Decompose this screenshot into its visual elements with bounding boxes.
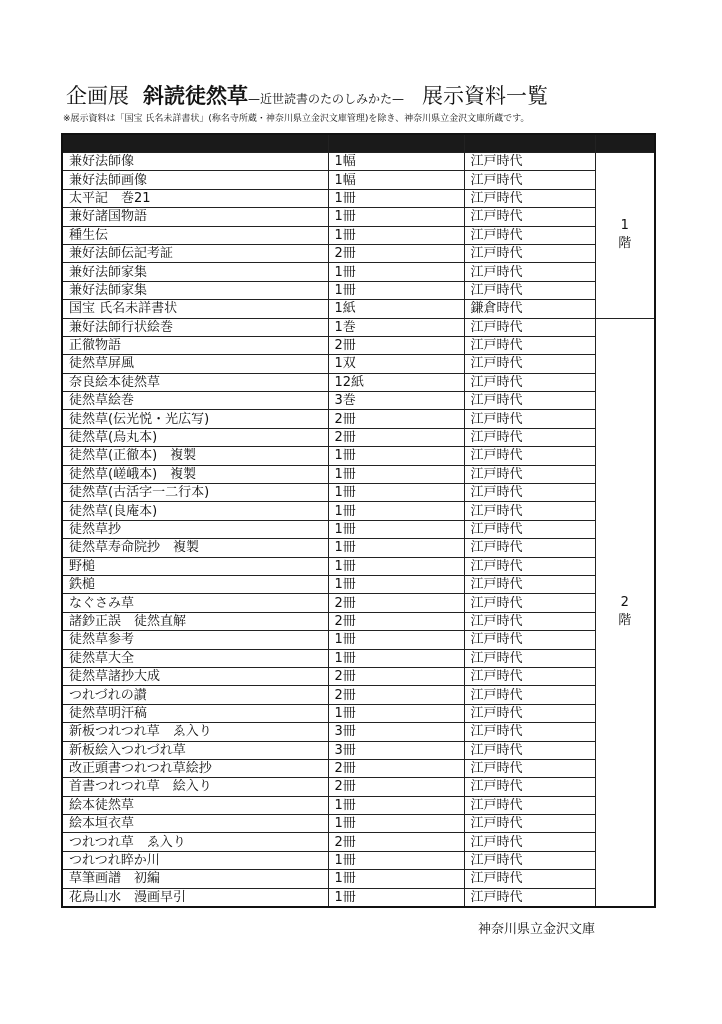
table-row <box>62 281 655 299</box>
table-body <box>62 153 655 908</box>
title-work: 斜読徒然草 <box>143 84 248 108</box>
table-row <box>62 594 655 612</box>
cell-qty: 1冊 <box>328 815 464 833</box>
cell-qty: 1冊 <box>328 447 464 465</box>
cell-name: 兼好法師画像 <box>62 171 328 189</box>
cell-qty: 2冊 <box>328 336 464 354</box>
cell-qty: 1冊 <box>328 557 464 575</box>
cell-era: 江戸時代 <box>464 392 595 410</box>
cell-name: 徒然草参考 <box>62 631 328 649</box>
cell-name: 徒然草(伝光悦・光広写) <box>62 410 328 428</box>
cell-name: 兼好諸国物語 <box>62 208 328 226</box>
cell-qty: 1双 <box>328 355 464 373</box>
table-row <box>62 520 655 538</box>
exhibit-note: ※展示資料は「国宝 氏名未詳書状」(称名寺所蔵・神奈川県立金沢文庫管理)を除き、神奈川県立金沢文庫所蔵です。 <box>63 114 530 124</box>
cell-name: 徒然草明汗稿 <box>62 704 328 722</box>
cell-qty: 2冊 <box>328 612 464 630</box>
cell-qty: 2冊 <box>328 594 464 612</box>
cell-era: 江戸時代 <box>464 244 595 262</box>
cell-name: 徒然草(良庵本) <box>62 502 328 520</box>
table-row <box>62 355 655 373</box>
cell-name: つれづれの讃 <box>62 686 328 704</box>
cell-era: 江戸時代 <box>464 447 595 465</box>
cell-era: 江戸時代 <box>464 870 595 888</box>
table-row <box>62 667 655 685</box>
table-row <box>62 336 655 354</box>
cell-qty: 1冊 <box>328 208 464 226</box>
title-main: 企画展 <box>66 84 129 108</box>
cell-name: 徒然草寿命院抄 複製 <box>62 539 328 557</box>
table-row <box>62 373 655 391</box>
table-row <box>62 244 655 262</box>
cell-era: 江戸時代 <box>464 520 595 538</box>
table-row <box>62 649 655 667</box>
document-title <box>66 80 666 112</box>
cell-qty: 1冊 <box>328 484 464 502</box>
cell-name: 種生伝 <box>62 226 328 244</box>
table-row <box>62 208 655 226</box>
cell-qty: 1冊 <box>328 631 464 649</box>
cell-name: 新板絵入つれづれ草 <box>62 741 328 759</box>
floor-label: 階 <box>618 236 632 252</box>
cell-era: 江戸時代 <box>464 539 595 557</box>
cell-qty: 2冊 <box>328 244 464 262</box>
cell-era: 江戸時代 <box>464 557 595 575</box>
cell-qty: 3冊 <box>328 723 464 741</box>
table-row <box>62 741 655 759</box>
cell-name: 徒然草大全 <box>62 649 328 667</box>
cell-era: 江戸時代 <box>464 778 595 796</box>
cell-qty: 1冊 <box>328 704 464 722</box>
title-subtitle: —近世読書のたのしみかた— <box>248 92 405 106</box>
cell-name: 徒然草(正徹本) 複製 <box>62 447 328 465</box>
cell-era: 江戸時代 <box>464 575 595 593</box>
title-tail: 展示資料一覧 <box>422 84 549 108</box>
cell-name: 正徹物語 <box>62 336 328 354</box>
table-row <box>62 410 655 428</box>
cell-era: 江戸時代 <box>464 189 595 207</box>
cell-name: 兼好法師家集 <box>62 263 328 281</box>
cell-qty: 1冊 <box>328 575 464 593</box>
cell-qty: 2冊 <box>328 667 464 685</box>
header-cell-qty <box>328 134 464 153</box>
cell-qty: 12紙 <box>328 373 464 391</box>
table-row <box>62 428 655 446</box>
table-row <box>62 704 655 722</box>
floor-cell <box>595 153 655 319</box>
cell-name: 絵本垣衣草 <box>62 815 328 833</box>
table-row <box>62 888 655 907</box>
floor-number: 1 <box>620 218 629 234</box>
cell-name: 徒然草(古活字一二行本) <box>62 484 328 502</box>
cell-era: 江戸時代 <box>464 336 595 354</box>
cell-name: 国宝 氏名未詳書状 <box>62 300 328 318</box>
cell-qty: 2冊 <box>328 410 464 428</box>
cell-era: 江戸時代 <box>464 815 595 833</box>
table-row <box>62 870 655 888</box>
table-row <box>62 484 655 502</box>
cell-qty: 1冊 <box>328 796 464 814</box>
cell-name: 兼好法師像 <box>62 153 328 171</box>
cell-era: 江戸時代 <box>464 723 595 741</box>
cell-era: 江戸時代 <box>464 704 595 722</box>
cell-era: 江戸時代 <box>464 263 595 281</box>
cell-name: 徒然草屏風 <box>62 355 328 373</box>
table-row <box>62 539 655 557</box>
cell-name: 絵本徒然草 <box>62 796 328 814</box>
table-row <box>62 300 655 318</box>
cell-era: 江戸時代 <box>464 667 595 685</box>
cell-qty: 1冊 <box>328 465 464 483</box>
cell-name: 首書つれつれ草 絵入り <box>62 778 328 796</box>
cell-name: 徒然草絵巻 <box>62 392 328 410</box>
cell-qty: 1紙 <box>328 300 464 318</box>
cell-era: 江戸時代 <box>464 355 595 373</box>
table-row <box>62 833 655 851</box>
cell-name: 兼好法師家集 <box>62 281 328 299</box>
table-row <box>62 851 655 869</box>
cell-era: 江戸時代 <box>464 208 595 226</box>
cell-qty: 1冊 <box>328 888 464 907</box>
table-row <box>62 318 655 336</box>
cell-name: 奈良絵本徒然草 <box>62 373 328 391</box>
cell-era: 江戸時代 <box>464 594 595 612</box>
table-row <box>62 796 655 814</box>
cell-era: 江戸時代 <box>464 686 595 704</box>
cell-qty: 2冊 <box>328 686 464 704</box>
cell-era: 江戸時代 <box>464 484 595 502</box>
cell-qty: 3冊 <box>328 741 464 759</box>
header-cell-name <box>62 134 328 153</box>
table-header-row <box>62 134 655 153</box>
cell-name: つれつれ草 ゑ入り <box>62 833 328 851</box>
cell-era: 江戸時代 <box>464 888 595 907</box>
table-row <box>62 557 655 575</box>
cell-qty: 2冊 <box>328 759 464 777</box>
cell-qty: 1幅 <box>328 153 464 171</box>
cell-era: 江戸時代 <box>464 171 595 189</box>
table-row <box>62 778 655 796</box>
cell-qty: 1冊 <box>328 851 464 869</box>
table-row <box>62 263 655 281</box>
cell-name: 徒然草(嵯峨本) 複製 <box>62 465 328 483</box>
cell-qty: 1冊 <box>328 649 464 667</box>
cell-era: 江戸時代 <box>464 226 595 244</box>
cell-era: 江戸時代 <box>464 851 595 869</box>
cell-qty: 1巻 <box>328 318 464 336</box>
cell-era: 江戸時代 <box>464 741 595 759</box>
table-row <box>62 392 655 410</box>
institution-name: 神奈川県立金沢文庫 <box>478 922 596 937</box>
header-cell-floor <box>595 134 655 153</box>
cell-qty: 2冊 <box>328 428 464 446</box>
cell-era: 江戸時代 <box>464 649 595 667</box>
table-row <box>62 226 655 244</box>
cell-qty: 1冊 <box>328 263 464 281</box>
cell-era: 江戸時代 <box>464 428 595 446</box>
cell-era: 江戸時代 <box>464 759 595 777</box>
cell-name: 野槌 <box>62 557 328 575</box>
cell-name: 徒然草(烏丸本) <box>62 428 328 446</box>
cell-name: つれつれ睟か川 <box>62 851 328 869</box>
cell-qty: 2冊 <box>328 833 464 851</box>
table-row <box>62 723 655 741</box>
cell-name: 新板つれつれ草 ゑ入り <box>62 723 328 741</box>
cell-qty: 1冊 <box>328 189 464 207</box>
floor-label: 階 <box>618 613 632 629</box>
cell-name: 諸鈔正誤 徒然直解 <box>62 612 328 630</box>
cell-era: 江戸時代 <box>464 410 595 428</box>
table-row <box>62 189 655 207</box>
cell-name: 改正頭書つれつれ草絵抄 <box>62 759 328 777</box>
cell-qty: 1冊 <box>328 539 464 557</box>
header-cell-era <box>464 134 595 153</box>
cell-era: 江戸時代 <box>464 502 595 520</box>
cell-name: なぐさみ草 <box>62 594 328 612</box>
floor-cell <box>595 318 655 907</box>
cell-name: 花鳥山水 漫画早引 <box>62 888 328 907</box>
cell-name: 草筆画譜 初編 <box>62 870 328 888</box>
table-row <box>62 465 655 483</box>
cell-name: 太平記 巻21 <box>62 189 328 207</box>
cell-qty: 1冊 <box>328 281 464 299</box>
cell-era: 鎌倉時代 <box>464 300 595 318</box>
cell-era: 江戸時代 <box>464 631 595 649</box>
cell-name: 徒然草抄 <box>62 520 328 538</box>
cell-qty: 1冊 <box>328 520 464 538</box>
cell-era: 江戸時代 <box>464 612 595 630</box>
table-row <box>62 631 655 649</box>
table-row <box>62 171 655 189</box>
cell-qty: 1冊 <box>328 502 464 520</box>
cell-era: 江戸時代 <box>464 373 595 391</box>
cell-era: 江戸時代 <box>464 318 595 336</box>
table-row <box>62 575 655 593</box>
cell-name: 兼好法師伝記考証 <box>62 244 328 262</box>
cell-era: 江戸時代 <box>464 281 595 299</box>
cell-qty: 2冊 <box>328 778 464 796</box>
table-row <box>62 447 655 465</box>
table-row <box>62 612 655 630</box>
cell-name: 徒然草諸抄大成 <box>62 667 328 685</box>
cell-qty: 1冊 <box>328 226 464 244</box>
table-row <box>62 759 655 777</box>
cell-qty: 1冊 <box>328 870 464 888</box>
cell-era: 江戸時代 <box>464 153 595 171</box>
cell-era: 江戸時代 <box>464 833 595 851</box>
table-row <box>62 502 655 520</box>
exhibit-list-table <box>61 133 656 908</box>
cell-qty: 1幅 <box>328 171 464 189</box>
table-row <box>62 815 655 833</box>
cell-era: 江戸時代 <box>464 796 595 814</box>
cell-qty: 3巻 <box>328 392 464 410</box>
cell-era: 江戸時代 <box>464 465 595 483</box>
table-row <box>62 686 655 704</box>
table-row <box>62 153 655 171</box>
floor-number: 2 <box>620 595 629 611</box>
cell-name: 兼好法師行状絵巻 <box>62 318 328 336</box>
cell-name: 鉄槌 <box>62 575 328 593</box>
